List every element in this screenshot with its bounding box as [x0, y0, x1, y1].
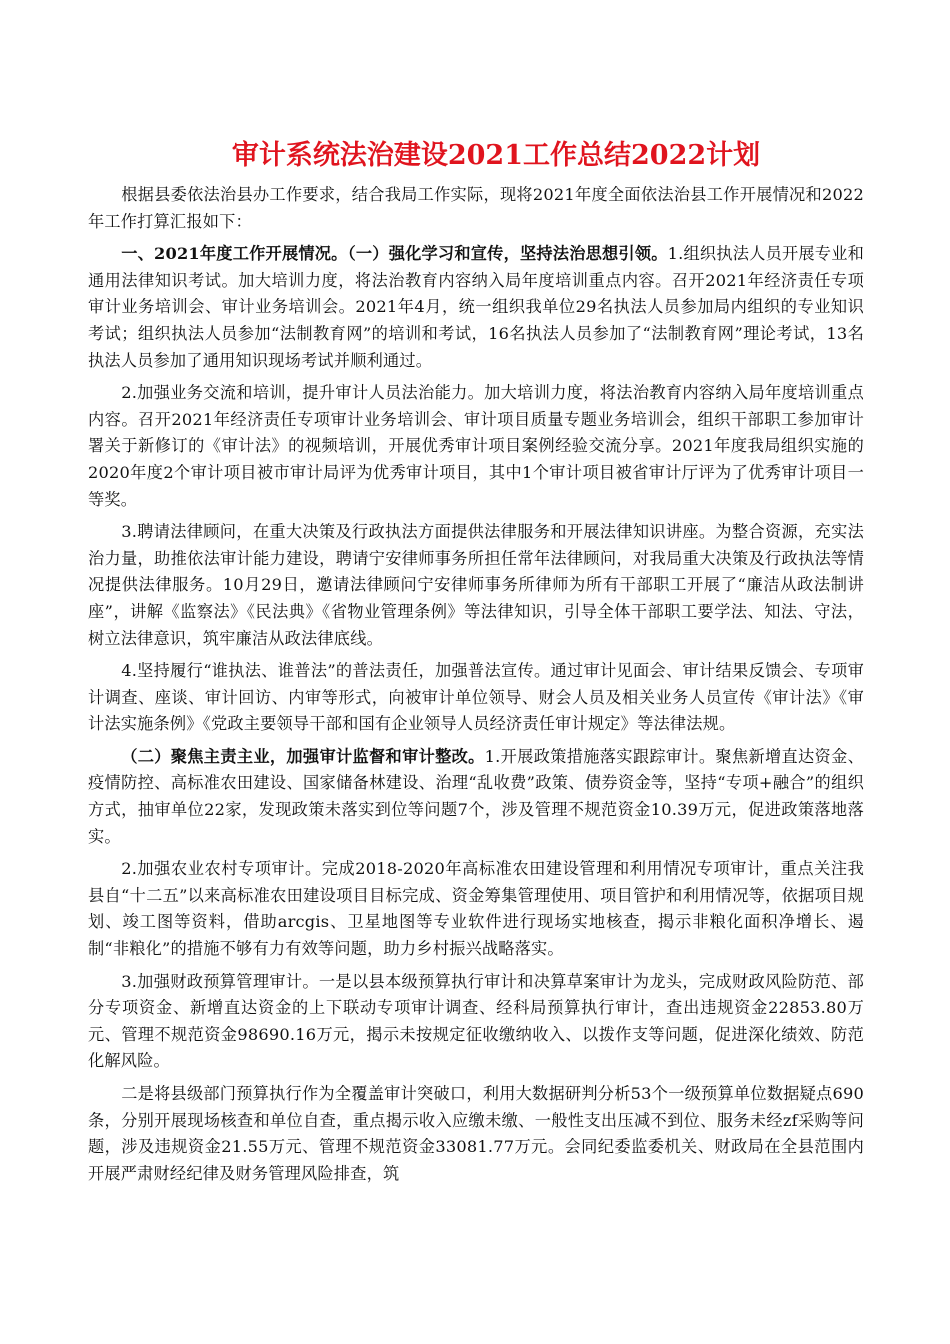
- paragraph-text: 3.加强财政预算管理审计。一是以县本级预算执行审计和决算草案审计为龙头，完成财政风险防范、部分专项资金、新增直达资金的上下联动专项审计调查、经科局预算执行审计，查出违规资金22853.80万元、管理不规范资金98690.16万元，揭示未按规定征收缴纳收入、以拨作支等问题，促进深化绩效、防范化解风险。: [88, 971, 864, 1071]
- paragraph-text: 3.聘请法律顾问，在重大决策及行政执法方面提供法律服务和开展法律知识讲座。为整合资源，充实法治力量，助推依法审计能力建设，聘请宁安律师事务所担任常年法律顾问，对我局重大决策及行政执法等情况提供法律服务。10月29日，邀请法律顾问宁安律师事务所律师为所有干部职工开展了“廉洁从政法制讲座”，讲解《监察法》《民法典》《省物业管理条例》等法律知识，引导全体干部职工要学法、知法、守法，树立法律意识，筑牢廉洁从政法律底线。: [88, 522, 864, 648]
- paragraph-item-dept: [88, 1081, 864, 1187]
- section-heading: 一、2021年度工作开展情况。（一）强化学习和宣传，坚持法治思想引领。: [121, 244, 668, 264]
- paragraph-item-budget: [88, 969, 864, 1075]
- paragraph-text: 2.加强农业农村专项审计。完成2018-2020年高标准农田建设管理和利用情况专项审计，重点关注我县自“十二五”以来高标准农田建设项目目标完成、资金筹集管理使用、项目管护和利用情况等，依据项目规划、竣工图等资料，借助arcgis、卫星地图等专业软件进行现场实地核查，揭示非粮化面积净增长、遏制“非粮化”的措施不够有力有效等问题，助力乡村振兴战略落实。: [88, 859, 864, 959]
- paragraph-item-2: [88, 380, 864, 513]
- paragraph-text: 4.坚持履行“谁执法、谁普法”的普法责任，加强普法宣传。通过审计见面会、审计结果反馈会、专项审计调查、座谈、审计回访、内审等形式，向被审计单位领导、财会人员及相关业务人员宣传《审计法》《审计法实施条例》《党政主要领导干部和国有企业领导人员经济责任审计规定》等法律法规。: [88, 661, 864, 734]
- section-heading: （二）聚焦主责主业，加强审计监督和审计整改。: [121, 746, 485, 766]
- document-title: 审计系统法治建设2021工作总结2022计划: [231, 140, 761, 171]
- paragraph-section-1: [88, 241, 864, 374]
- paragraph-intro: [88, 182, 864, 235]
- paragraph-item-agri: [88, 856, 864, 962]
- paragraph-text: 1.开展政策措施落实跟踪审计。聚焦新增直达资金、疫情防控、高标准农田建设、国家储备林建设、治理“乱收费”政策、债券资金等，坚持“专项+融合”的组织方式，抽审单位22家，发现政策未落实到位等问题7个，涉及管理不规范资金10.39万元，促进政策落地落实。: [88, 746, 864, 846]
- paragraph-item-3: [88, 519, 864, 652]
- paragraph-text: 2.加强业务交流和培训，提升审计人员法治能力。加大培训力度，将法治教育内容纳入局年度培训重点内容。召开2021年经济责任专项审计业务培训会、审计项目质量专题业务培训会，组织干部职工参加审计署关于新修订的《审计法》的视频培训，开展优秀审计项目案例经验交流分享。2021年度我局组织实施的2020年度2个审计项目被市审计局评为优秀审计项目，其中1个审计项目被省审计厅评为了优秀审计项目一等奖。: [88, 383, 864, 509]
- paragraph-text: 二是将县级部门预算执行作为全覆盖审计突破口，利用大数据研判分析53个一级预算单位数据疑点690条，分别开展现场核查和单位自查，重点揭示收入应缴未缴、一般性支出压减不到位、服务未经zf采购等问题，涉及违规资金21.55万元、管理不规范资金33081.77万元。会同纪委监委机关、财政局在全县范围内开展严肃财经纪律及财务管理风险排查，筑: [88, 1084, 864, 1183]
- paragraph-text: 1.组织执法人员开展专业和通用法律知识考试。加大培训力度，将法治教育内容纳入局年度培训重点内容。召开2021年经济责任专项审计业务培训会、审计业务培训会。2021年4月，统一组织我单位29名执法人员参加局内组织的专业知识考试；组织执法人员参加“法制教育网”的培训和考试，16名执法人员参加了“法制教育网”理论考试，13名执法人员参加了通用知识现场考试并顺利通过。: [88, 244, 864, 370]
- paragraph-text: 根据县委依法治县办工作要求，结合我局工作实际，现将2021年度全面依法治县工作开展情况和2022年工作打算汇报如下：: [88, 185, 864, 231]
- paragraph-item-4: [88, 658, 864, 738]
- paragraph-section-2: [88, 744, 864, 850]
